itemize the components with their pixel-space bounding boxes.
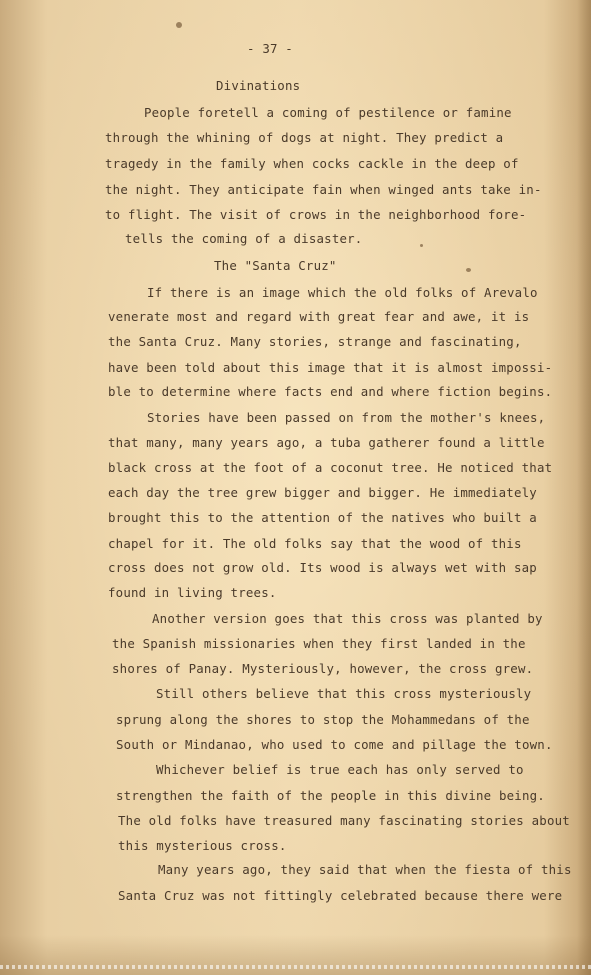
text-line: strengthen the faith of the people in this divine being. bbox=[116, 788, 545, 803]
text-line: Whichever belief is true each has only served to bbox=[156, 762, 524, 777]
text-line: have been told about this image that it is almost impossi- bbox=[108, 360, 553, 375]
text-line: the Spanish missionaries when they first landed in the bbox=[112, 636, 526, 651]
text-line: the Santa Cruz. Many stories, strange and fascinating, bbox=[108, 334, 522, 349]
section-heading: Divinations bbox=[216, 78, 301, 93]
text-line: to flight. The visit of crows in the neighborhood fore- bbox=[105, 207, 527, 222]
text-line: brought this to the attention of the natives who built a bbox=[108, 510, 537, 525]
ink-spot bbox=[466, 268, 471, 272]
text-line: If there is an image which the old folks of Arevalo bbox=[147, 285, 538, 300]
text-line: this mysterious cross. bbox=[118, 838, 287, 853]
text-line: tragedy in the family when cocks cackle in the deep of bbox=[105, 156, 519, 171]
ink-spot bbox=[420, 244, 423, 247]
text-line: chapel for it. The old folks say that the wood of this bbox=[108, 536, 522, 551]
text-line: South or Mindanao, who used to come and pillage the town. bbox=[116, 737, 553, 752]
text-line: Still others believe that this cross mysteriously bbox=[156, 686, 532, 701]
text-line: Many years ago, they said that when the fiesta of this bbox=[158, 862, 572, 877]
page-bottom-shadow bbox=[0, 935, 591, 975]
text-line: each day the tree grew bigger and bigger. He immediately bbox=[108, 485, 537, 500]
text-line: Another version goes that this cross was planted by bbox=[152, 611, 543, 626]
text-line: sprung along the shores to stop the Mohammedans of the bbox=[116, 712, 530, 727]
text-line: through the whining of dogs at night. They predict a bbox=[105, 130, 504, 145]
text-line: ble to determine where facts end and where fiction begins. bbox=[108, 384, 553, 399]
page-number: - 37 - bbox=[247, 41, 293, 56]
text-line: The old folks have treasured many fascinating stories about bbox=[118, 813, 570, 828]
text-line: cross does not grow old. Its wood is always wet with sap bbox=[108, 560, 537, 575]
text-line: venerate most and regard with great fear and awe, it is bbox=[108, 309, 530, 324]
text-line: the night. They anticipate fain when winged ants take in- bbox=[105, 182, 542, 197]
text-line: shores of Panay. Mysteriously, however, the cross grew. bbox=[112, 661, 534, 676]
page-edge-shadow bbox=[577, 0, 591, 975]
text-line: that many, many years ago, a tuba gatherer found a little bbox=[108, 435, 545, 450]
text-line: People foretell a coming of pestilence or famine bbox=[144, 105, 512, 120]
text-line: black cross at the foot of a coconut tree. He noticed that bbox=[108, 460, 553, 475]
perforated-edge bbox=[0, 965, 591, 969]
ink-spot bbox=[176, 22, 182, 28]
text-line: Stories have been passed on from the mother's knees, bbox=[147, 410, 546, 425]
text-line: Santa Cruz was not fittingly celebrated because there were bbox=[118, 888, 563, 903]
section-heading: The "Santa Cruz" bbox=[214, 258, 337, 273]
text-line: tells the coming of a disaster. bbox=[125, 231, 363, 246]
text-line: found in living trees. bbox=[108, 585, 277, 600]
